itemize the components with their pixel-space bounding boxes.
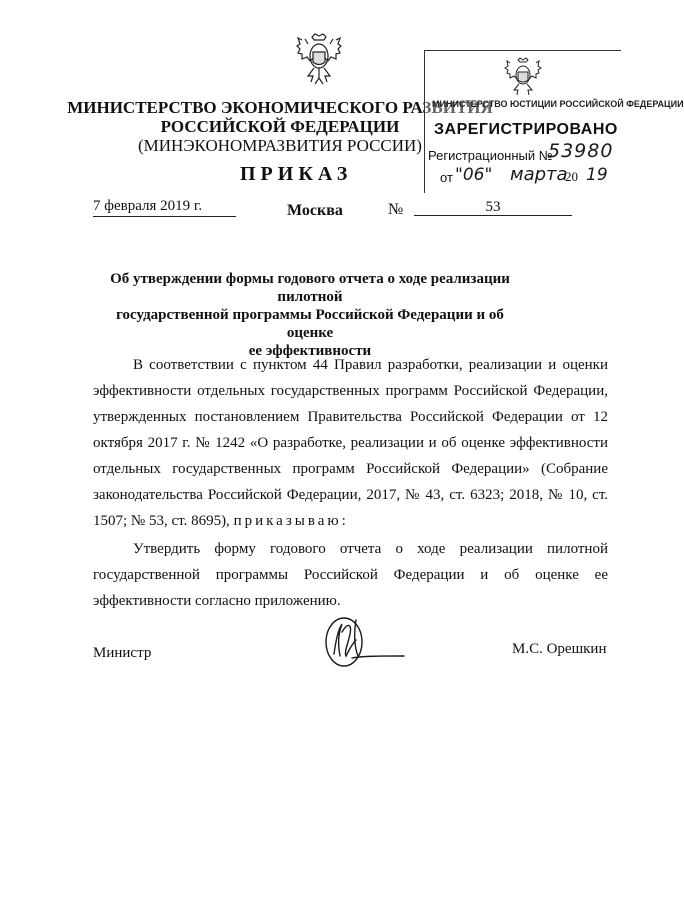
order-title <box>100 270 520 360</box>
document-type: ПРИКАЗ <box>240 163 353 185</box>
order-title-line1: Об утверждении формы годового отчета о ходе реализации пилотной <box>110 271 510 305</box>
stamp-status: ЗАРЕГИСТРИРОВАНО <box>434 121 618 138</box>
stamp-coat-of-arms-icon <box>503 56 543 100</box>
body-paragraph-1-text: В соответствии с пунктом 44 Правил разработки, реализации и оценки эффективности отдельных государственных программ Российской Федерации, утвержденных постановлением Правительства Российской Федерации от 12 октября 2017 г. № 1242 «О разработке, реализации и об оценке эффективности отдельных государственных программ Российской Федерации» (Собрание законодательства Российской Федерации, 2017, № 43, ст. 6323; 2018, № 10, ст. 1507; № 53, ст. 8695), <box>93 357 608 529</box>
order-title-line3: ее эффективности <box>248 343 372 359</box>
ministry-name-line2: РОССИЙСКОЙ ФЕДЕРАЦИИ <box>160 117 400 136</box>
order-city: Москва <box>287 202 343 219</box>
number-sign: № <box>388 201 404 218</box>
order-action-word: приказываю: <box>233 513 349 529</box>
stamp-date-day: "06" <box>455 165 493 185</box>
signatory-position: Министр <box>93 645 152 661</box>
signatory-name: М.С. Орешкин <box>512 641 607 657</box>
order-title-line2: государственной программы Российской Федерации и об оценке <box>116 307 504 341</box>
body-paragraph-2: Утвердить форму годового отчета о ходе реализации пилотной государственной программы Российской Федерации и об оценке ее эффективности согласно приложению. <box>93 541 608 609</box>
stamp-date-year-prefix: 20 <box>565 169 578 184</box>
stamp-reg-number: 53980 <box>548 140 614 162</box>
ministry-short-name: (МИНЭКОНОМРАЗВИТИЯ РОССИИ) <box>138 136 422 155</box>
ministry-name-line1: МИНИСТЕРСТВО ЭКОНОМИЧЕСКОГО РАЗВИТИЯ <box>67 98 493 117</box>
order-date: 7 февраля 2019 г. <box>93 198 236 217</box>
order-number: 53 <box>414 199 572 216</box>
stamp-ministry-name: МИНИСТЕРСТВО ЮСТИЦИИ РОССИЙСКОЙ ФЕДЕРАЦИИ <box>432 99 684 109</box>
body-paragraph-1 <box>93 352 608 534</box>
stamp-reg-number-label: Регистрационный № <box>428 148 553 163</box>
coat-of-arms-icon <box>294 32 344 90</box>
handwritten-signature <box>312 612 412 672</box>
stamp-date-month: марта <box>510 164 568 185</box>
stamp-date-label: от <box>440 170 453 185</box>
stamp-date-year: 19 <box>586 165 608 185</box>
